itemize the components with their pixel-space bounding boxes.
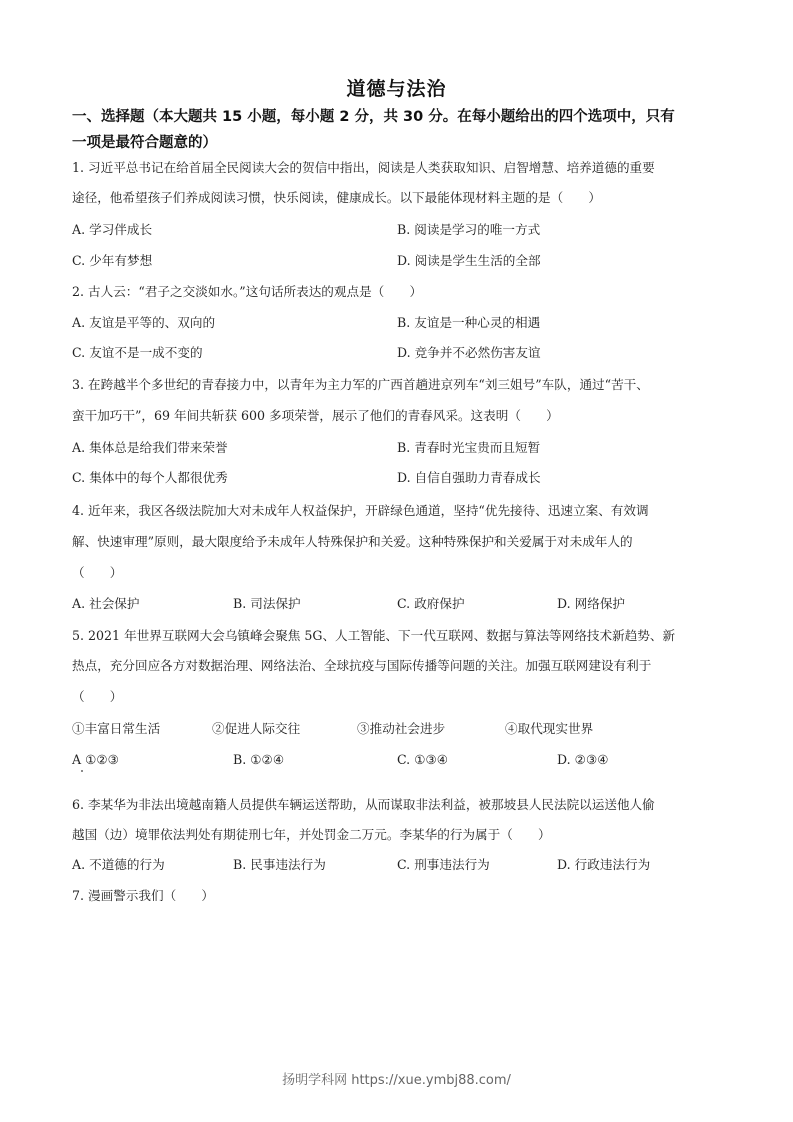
- option-d[interactable]: D. 自信自强助力青春成长: [397, 470, 541, 485]
- question-stem-line: 6. 李某华为非法出境越南籍人员提供车辆运送帮助，从而谋取非法利益，被那坡县人民法院以运送他人偷: [72, 797, 655, 812]
- answer-blank: （ ）: [72, 565, 123, 580]
- option-b[interactable]: B. 青春时光宝贵而且短暂: [397, 440, 541, 455]
- option-a[interactable]: A ①②③: [72, 752, 119, 767]
- option-b[interactable]: B. 民事违法行为: [233, 857, 326, 872]
- statement-1: ①丰富日常生活: [72, 721, 161, 736]
- option-d[interactable]: D. 行政违法行为: [557, 857, 651, 872]
- option-d[interactable]: D. 网络保护: [557, 596, 626, 611]
- question-stem-line: 途径，他希望孩子们养成阅读习惯，快乐阅读，健康成长。以下最能体现材料主题的是（ ）: [72, 190, 601, 205]
- statement-3: ③推动社会进步: [357, 721, 446, 736]
- stray-dot-mark: [81, 770, 83, 772]
- option-a[interactable]: A. 友谊是平等的、双向的: [72, 315, 216, 330]
- statement-2: ②促进人际交往: [212, 721, 301, 736]
- question-stem-line: 3. 在跨越半个多世纪的青春接力中，以青年为主力军的广西首趟进京列车“刘三姐号”车队，通过“苦干、: [72, 377, 649, 392]
- question-stem-line: 蛮干加巧干”，69 年间共斩获 600 多项荣誉，展示了他们的青春风采。这表明（ ）: [72, 408, 559, 423]
- option-c[interactable]: C. 集体中的每个人都很优秀: [72, 470, 228, 485]
- statement-4: ④取代现实世界: [505, 721, 594, 736]
- option-c[interactable]: C. 少年有梦想: [72, 253, 153, 268]
- question-stem-line: 1. 习近平总书记在给首届全民阅读大会的贺信中指出，阅读是人类获取知识、启智增慧、培养道德的重要: [72, 160, 655, 175]
- option-c[interactable]: C. 刑事违法行为: [397, 857, 490, 872]
- option-d[interactable]: D. ②③④: [557, 752, 609, 767]
- option-b[interactable]: B. 友谊是一种心灵的相遇: [397, 315, 541, 330]
- question-stem-line: 2. 古人云：“君子之交淡如水。”这句话所表达的观点是（ ）: [72, 284, 423, 299]
- section-heading: [72, 104, 732, 156]
- page-title: 道德与法治: [346, 78, 447, 100]
- option-b[interactable]: B. 司法保护: [233, 596, 301, 611]
- option-b[interactable]: B. 阅读是学习的唯一方式: [397, 222, 541, 237]
- question-stem-line: 越国（边）境罪依法判处有期徒刑七年，并处罚金二万元。李某华的行为属于（ ）: [72, 827, 551, 842]
- answer-blank: （ ）: [72, 689, 123, 704]
- question-stem-line: 5. 2021 年世界互联网大会乌镇峰会聚焦 5G、人工智能、下一代互联网、数据与算法等网络技术新趋势、新: [72, 628, 676, 643]
- option-c[interactable]: C. 政府保护: [397, 596, 465, 611]
- question-stem-line: 7. 漫画警示我们（ ）: [72, 888, 214, 903]
- section-heading-line: 一项是最符合题意的）: [72, 135, 217, 151]
- option-a[interactable]: A. 社会保护: [72, 596, 140, 611]
- option-a[interactable]: A. 学习伴成长: [72, 222, 153, 237]
- question-stem-line: 4. 近年来，我区各级法院加大对未成年人权益保护，开辟绿色通道，坚持“优先接待、迅速立案、有效调: [72, 503, 649, 518]
- section-heading-line: 一、选择题（本大题共 15 小题，每小题 2 分，共 30 分。在每小题给出的四个选项中，只有: [72, 109, 675, 125]
- option-a[interactable]: A. 不道德的行为: [72, 857, 165, 872]
- option-b[interactable]: B. ①②④: [233, 752, 285, 767]
- option-c[interactable]: C. 友谊不是一成不变的: [72, 345, 203, 360]
- option-d[interactable]: D. 阅读是学生生活的全部: [397, 253, 541, 268]
- footer-watermark: 扬明学科网 https://xue.ymbj88.com/: [282, 1073, 511, 1088]
- option-c[interactable]: C. ①③④: [397, 752, 449, 767]
- option-d[interactable]: D. 竞争并不必然伤害友谊: [397, 345, 541, 360]
- question-stem-line: 解、快速审理”原则，最大限度给予未成年人特殊保护和关爱。这种特殊保护和关爱属于对未成年人的: [72, 534, 633, 549]
- question-stem-line: 热点，充分回应各方对数据治理、网络法治、全球抗疫与国际传播等问题的关注。加强互联网建设有利于: [72, 658, 652, 673]
- option-a[interactable]: A. 集体总是给我们带来荣誉: [72, 440, 228, 455]
